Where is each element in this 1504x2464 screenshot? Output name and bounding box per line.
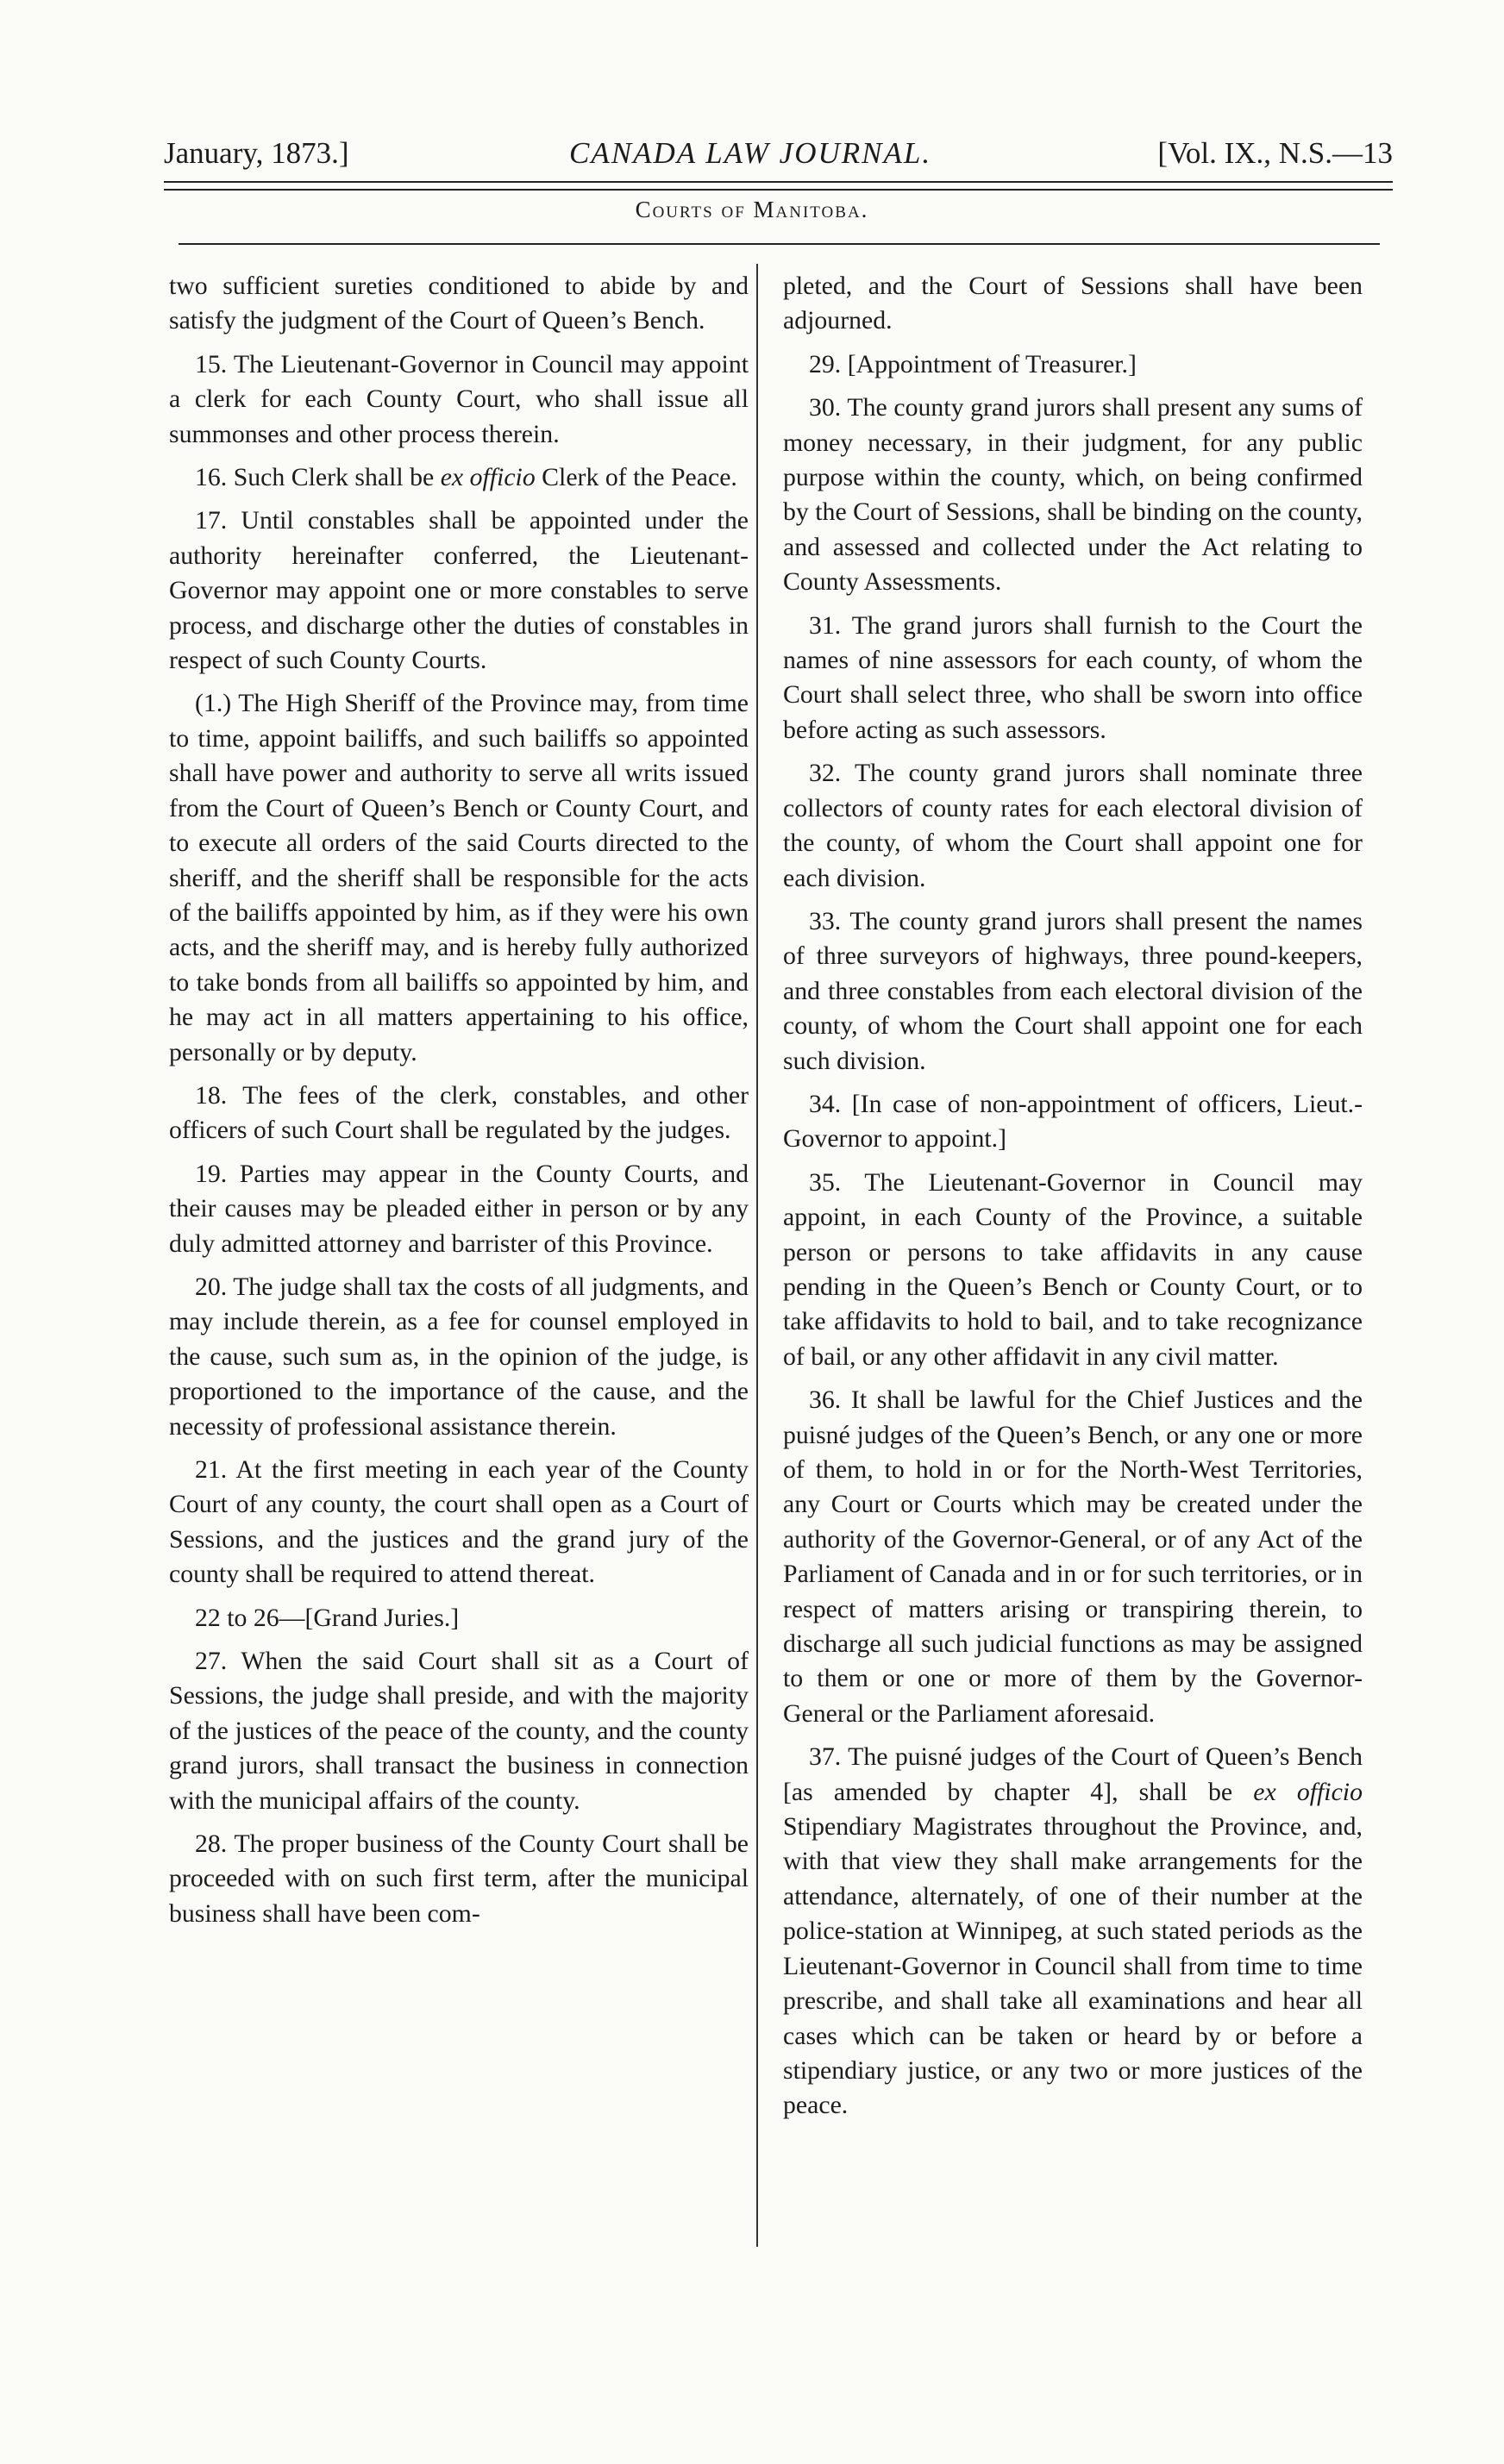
paragraph: 19. Parties may appear in the County Courts, and their causes may be pleaded either in person or by any duly admitted attorney and barrister of this Province. — [169, 1159, 749, 1258]
paragraph: 29. [Appointment of Treasurer.] — [809, 349, 1137, 378]
paragraph: (1.) The High Sheriff of the Province may, from time to time, appoint bailiffs, and such bailiffs so appointed shall have power and authority to serve all writs issued from the Court of Queen’s Bench or County Court, and to execute all orders of the said Courts directed to the sheriff, and the sheriff shall be responsible for the acts of the bailiffs appointed by him, as if they were his own acts, and the sheriff may, and is hereby fully authorized to take bonds from all bailiffs so appointed by him, and he may act in all matters appertaining to his office, personally or by deputy. — [169, 689, 749, 1066]
paragraph: two sufficient sureties conditioned to abide by and satisfy the judgment of the Court of Queen’s Bench. — [169, 272, 749, 335]
paragraph: 15. The Lieutenant-Governor in Council may appoint a clerk for each County Court, who shall issue all summonses and other process therein. — [169, 349, 749, 448]
paragraph: 17. Until constables shall be appointed under the authority hereinafter conferred, the Lieutenant-Governor may appoint one or more constables to serve process, and discharge other the duties of constables in respect of such County Courts. — [169, 506, 749, 675]
paragraph: 18. The fees of the clerk, constables, and other officers of such Court shall be regulated by the judges. — [169, 1080, 749, 1145]
header-volume: [Vol. IX., N.S.—13 — [1157, 136, 1393, 170]
paragraph: 16. Such Clerk shall be ex officio Clerk of the Peace. — [195, 463, 737, 492]
header-journal-title: CANADA LAW JOURNAL. — [569, 136, 932, 170]
paragraph: 35. The Lieutenant-Governor in Council may appoint, in each County of the Province, a suitable person or persons to take affidavits in any cause pending in the Queen’s Bench or County Court, or to take affidavits to hold to bail, and to take recognizance of bail, or any other affidavit in any civil matter. — [783, 1167, 1363, 1371]
paragraph: 33. The county grand jurors shall present the names of three surveyors of highways, three pound-keepers, and three constables from each electoral division of the county, of whom the Court shall appoint one for each such division. — [783, 906, 1363, 1075]
paragraph: 28. The proper business of the County Court shall be proceeded with on such first term, after the municipal business shall have been com- — [169, 1829, 749, 1928]
paragraph: 36. It shall be lawful for the Chief Justices and the puisné judges of the Queen’s Bench, or any one or more of them, to hold in or for the North-West Territories, any Court or Courts which may be created under the authority of the Governor-General, or of any Act of the Parliament of Canada and in or for such territories, or in respect of matters arising or transpiring therein, to discharge all such judicial functions as may be assigned to them or one or more of them by the Governor-General or the Parliament aforesaid. — [783, 1385, 1363, 1728]
column-divider — [756, 264, 758, 2247]
section-rule — [179, 243, 1380, 245]
running-header — [164, 129, 1393, 181]
paragraph: 21. At the first meeting in each year of the County Court of any county, the court shall open as a Court of Sessions, and the justices and the grand jury of the county shall be required to attend thereat. — [169, 1455, 749, 1589]
paragraph: 32. The county grand jurors shall nominate three collectors of county rates for each electoral division of the county, of whom the Court shall appoint one for each division. — [783, 759, 1363, 892]
paragraph: 20. The judge shall tax the costs of all judgments, and may include therein, as a fee for counsel employed in the cause, such sum as, in the opinion of the judge, is proportioned to the importance of the cause, and the necessity of professional assistance therein. — [169, 1272, 749, 1441]
right-column — [783, 269, 1363, 2132]
paragraph: 22 to 26—[Grand Juries.] — [195, 1603, 460, 1632]
paragraph: 31. The grand jurors shall furnish to the Court the names of nine assessors for each county, of whom the Court shall select three, who shall be sworn into office before acting as such assessors. — [783, 610, 1363, 744]
paragraph: 30. The county grand jurors shall present any sums of money necessary, in their judgment, for any public purpose within the county, which, on being confirmed by the Court of Sessions, shall be binding on the county, and assessed and collected under the Act relating to County Assessments. — [783, 393, 1363, 597]
paragraph: 37. The puisné judges of the Court of Queen’s Bench [as amended by chapter 4], shall be ex officio Stipendiary Magistrates throughout the Province, and, with that view they shall make arrangements for the attendance, alternately, of one of their number at the police-station at Winnipeg, at such stated periods as the Lieutenant-Governor in Council shall from time to time prescribe, and shall take all examinations and hear all cases which can be taken or heard by or before a stipendiary justice, or any two or more justices of the peace. — [783, 1742, 1363, 2120]
section-title: Courts of Manitoba. — [635, 197, 869, 222]
paragraph: pleted, and the Court of Sessions shall have been adjourned. — [783, 272, 1363, 335]
paragraph: 34. [In case of non-appointment of officers, Lieut.-Governor to appoint.] — [783, 1089, 1363, 1154]
header-double-rule — [164, 181, 1393, 191]
header-date: January, 1873.] — [164, 136, 349, 170]
paragraph: 27. When the said Court shall sit as a Court of Sessions, the judge shall preside, and with the majority of the justices of the peace of the county, and the county grand jurors, shall transact the business in connection with the municipal affairs of the county. — [169, 1647, 749, 1815]
left-column — [169, 269, 749, 1940]
